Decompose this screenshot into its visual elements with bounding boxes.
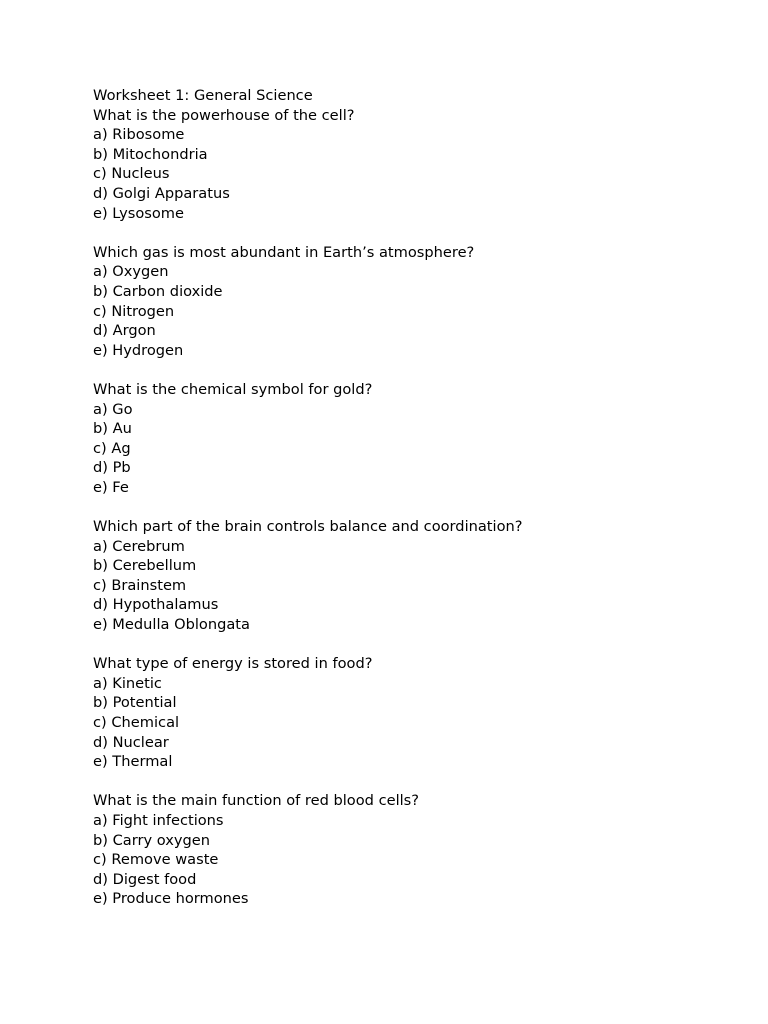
answer-option-a: a) Fight infections xyxy=(93,811,224,829)
answer-option-a: a) Go xyxy=(93,400,133,418)
answer-option-e: e) Medulla Oblongata xyxy=(93,616,250,634)
answer-option-e: e) Produce hormones xyxy=(93,890,249,908)
answer-option-c: c) Brainstem xyxy=(93,576,187,594)
answer-option-b: b) Au xyxy=(93,420,132,438)
answer-option-a: a) Ribosome xyxy=(93,126,185,144)
question-1 xyxy=(93,86,733,223)
answer-option-d: d) Digest food xyxy=(93,870,197,888)
question-2 xyxy=(93,243,733,361)
answer-option-d: d) Hypothalamus xyxy=(93,596,219,614)
answer-option-d: d) Nuclear xyxy=(93,733,169,751)
answer-option-c: c) Remove waste xyxy=(93,851,219,869)
answer-option-a: a) Cerebrum xyxy=(93,537,185,555)
question-prompt: Which gas is most abundant in Earth’s atmosphere? xyxy=(93,243,475,261)
answer-option-e: e) Fe xyxy=(93,478,129,496)
question-4 xyxy=(93,517,733,635)
question-5 xyxy=(93,654,733,772)
answer-option-c: c) Nitrogen xyxy=(93,302,175,320)
answer-option-d: d) Golgi Apparatus xyxy=(93,184,230,202)
answer-option-e: e) Lysosome xyxy=(93,204,184,222)
question-prompt: Which part of the brain controls balance and coordination? xyxy=(93,518,523,536)
question-prompt: What is the chemical symbol for gold? xyxy=(93,380,373,398)
answer-option-b: b) Potential xyxy=(93,694,177,712)
question-6 xyxy=(93,791,733,909)
answer-option-b: b) Carbon dioxide xyxy=(93,282,223,300)
answer-option-b: b) Mitochondria xyxy=(93,145,208,163)
worksheet-page xyxy=(93,86,733,909)
question-prompt: What is the powerhouse of the cell? xyxy=(93,106,355,124)
answer-option-c: c) Ag xyxy=(93,439,131,457)
question-prompt: What type of energy is stored in food? xyxy=(93,655,373,673)
answer-option-a: a) Kinetic xyxy=(93,674,162,692)
answer-option-b: b) Cerebellum xyxy=(93,557,197,575)
worksheet-title: Worksheet 1: General Science xyxy=(93,87,313,104)
question-prompt: What is the main function of red blood cells? xyxy=(93,792,420,810)
answer-option-e: e) Thermal xyxy=(93,753,173,771)
answer-option-c: c) Nucleus xyxy=(93,165,170,183)
answer-option-e: e) Hydrogen xyxy=(93,341,184,359)
question-3 xyxy=(93,380,733,498)
answer-option-a: a) Oxygen xyxy=(93,263,169,281)
answer-option-b: b) Carry oxygen xyxy=(93,831,210,849)
answer-option-d: d) Pb xyxy=(93,459,131,477)
answer-option-d: d) Argon xyxy=(93,322,156,340)
answer-option-c: c) Chemical xyxy=(93,714,180,731)
